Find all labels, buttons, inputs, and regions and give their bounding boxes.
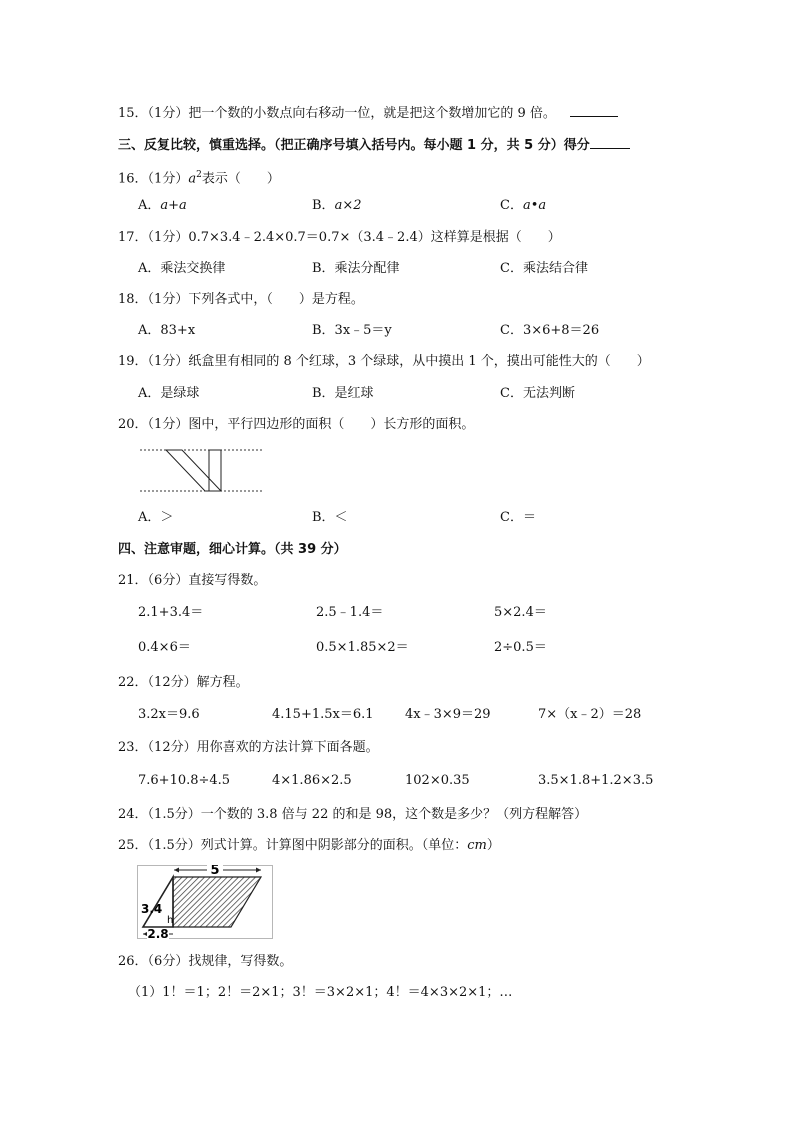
q17-number: 17． — [118, 230, 148, 245]
q25-unit: cm — [467, 838, 487, 853]
q21-item-3: 5×2.4＝ — [494, 605, 547, 620]
question-22 — [118, 674, 249, 692]
q17-option-c[interactable]: C．乘法结合律 — [500, 261, 588, 276]
q20-figure — [138, 446, 268, 496]
question-19 — [118, 353, 650, 371]
q16-option-c[interactable] — [500, 197, 546, 215]
q21-score: （6分） — [147, 573, 189, 588]
q25-text: 列式计算。计算图中阴影部分的面积。（单位： — [200, 838, 468, 853]
q18-option-b[interactable]: B．3x﹣5＝y — [312, 323, 392, 338]
question-16 — [118, 166, 280, 188]
q16-superscript: 2 — [196, 170, 202, 180]
question-18 — [118, 291, 364, 309]
q22-number: 22． — [118, 675, 148, 690]
q24-number: 24． — [118, 807, 148, 822]
q24-score: （1.5分） — [147, 807, 201, 822]
section-3-score-blank[interactable] — [590, 136, 630, 149]
q16-option-b[interactable] — [312, 197, 361, 215]
q25-number: 25． — [118, 838, 148, 853]
q26-number: 26． — [118, 954, 148, 969]
q21-item-2: 2.5﹣1.4＝ — [316, 605, 384, 620]
q20-number: 20． — [118, 417, 148, 432]
q23-item-2: 4×1.86×2.5 — [272, 773, 352, 788]
q23-score: （12分） — [147, 740, 197, 755]
q22-item-4: 7×（x﹣2）＝28 — [538, 707, 642, 722]
q26-text: 找规律，写得数。 — [188, 954, 293, 969]
q25-close-paren: ） — [486, 838, 500, 853]
q25-figure — [137, 865, 273, 940]
q20-option-c[interactable]: C．＝ — [500, 510, 536, 525]
q24-text: 一个数的 3.8 倍与 22 的和是 98，这个数是多少？（列方程解答） — [200, 807, 588, 822]
q26-line-1: （1）1！＝1；2！＝2×1；3！＝3×2×1；4！＝4×3×2×1；… — [128, 985, 513, 1000]
q15-score: （1分） — [147, 106, 189, 121]
q15-number: 15． — [118, 106, 148, 121]
q23-item-1: 7.6+10.8÷4.5 — [138, 773, 231, 788]
q16-number: 16． — [118, 171, 148, 187]
q17-score: （1分） — [147, 230, 189, 245]
q25-top-label: 5 — [210, 865, 220, 878]
q17-option-a[interactable]: A．乘法交换律 — [138, 261, 226, 276]
q17-text: 0.7×3.4﹣2.4×0.7＝0.7×（3.4﹣2.4）这样算是根据（ ） — [188, 230, 561, 245]
question-24 — [118, 806, 587, 824]
question-20 — [118, 416, 474, 434]
q15-text: 把一个数的小数点向右移动一位，就是把这个数增加它的 9 倍。 — [188, 106, 556, 121]
q21-text: 直接写得数。 — [188, 573, 267, 588]
q25-shaded-area — [173, 877, 261, 927]
q16-score: （1分） — [147, 171, 189, 187]
question-23 — [118, 739, 379, 757]
question-15 — [118, 104, 618, 123]
q22-item-3: 4x﹣3×9＝29 — [405, 707, 491, 722]
option-text: a×2 — [334, 198, 362, 213]
q21-item-4: 0.4×6＝ — [138, 640, 191, 655]
q19-text: 纸盒里有相同的 8 个红球，3 个绿球，从中摸出 1 个，摸出可能性大的（ ） — [188, 354, 650, 369]
q23-item-4: 3.5×1.8+1.2×3.5 — [538, 773, 654, 788]
q22-score: （12分） — [147, 675, 197, 690]
q26-score: （6分） — [147, 954, 189, 969]
q22-text: 解方程。 — [196, 675, 249, 690]
option-text: a•a — [522, 198, 547, 213]
q25-h-label: h — [167, 915, 174, 926]
q25-top-arrow-right — [256, 868, 261, 873]
q20-text: 图中，平行四边形的面积（ ）长方形的面积。 — [188, 417, 475, 432]
option-text: a+a — [160, 198, 187, 213]
option-letter: B． — [312, 198, 335, 213]
q21-item-1: 2.1+3.4＝ — [138, 605, 204, 620]
q20-score: （1分） — [147, 417, 189, 432]
q19-score: （1分） — [147, 354, 189, 369]
question-26 — [118, 953, 292, 971]
option-letter: A． — [138, 198, 161, 213]
q25-score: （1.5分） — [147, 838, 201, 853]
q15-answer-blank[interactable] — [570, 104, 618, 117]
q22-item-2: 4.15+1.5x＝6.1 — [272, 707, 374, 722]
q19-number: 19． — [118, 354, 148, 369]
section-3-title — [118, 136, 630, 155]
q21-item-5: 0.5×1.85×2＝ — [316, 640, 409, 655]
q25-height-label: 3.4 — [141, 902, 163, 916]
q19-option-c[interactable]: C．无法判断 — [500, 386, 575, 401]
q21-number: 21． — [118, 573, 148, 588]
question-21 — [118, 572, 266, 590]
q20-option-b[interactable]: B．＜ — [312, 510, 348, 525]
q19-option-a[interactable]: A．是绿球 — [138, 386, 200, 401]
q19-option-b[interactable]: B．是红球 — [312, 386, 374, 401]
q25-base-label: 2.8 — [147, 927, 169, 940]
q20-option-a[interactable]: A．＞ — [138, 510, 174, 525]
q16-text: 表示（ ） — [201, 171, 280, 187]
q18-option-c[interactable]: C．3×6+8＝26 — [500, 323, 600, 338]
question-25 — [118, 837, 500, 855]
question-17 — [118, 229, 561, 247]
q21-item-6: 2÷0.5＝ — [494, 640, 547, 655]
q18-option-a[interactable]: A．83+x — [138, 323, 196, 338]
option-letter: C． — [500, 198, 523, 213]
q16-option-a[interactable] — [138, 197, 187, 215]
q23-item-3: 102×0.35 — [405, 773, 470, 788]
q16-variable: a — [188, 171, 197, 187]
q23-text: 用你喜欢的方法计算下面各题。 — [196, 740, 379, 755]
q23-number: 23． — [118, 740, 148, 755]
q20-parallelogram — [166, 450, 221, 491]
section-4-title: 四、注意审题，细心计算。（共 39 分） — [118, 542, 347, 557]
q18-number: 18． — [118, 292, 148, 307]
q22-item-1: 3.2x＝9.6 — [138, 707, 200, 722]
q17-option-b[interactable]: B．乘法分配律 — [312, 261, 400, 276]
q18-text: 下列各式中，（ ）是方程。 — [188, 292, 364, 307]
q18-score: （1分） — [147, 292, 189, 307]
q25-top-arrow-left — [174, 868, 179, 873]
section-3-title-text: 三、反复比较，慎重选择。（把正确序号填入括号内。每小题 1 分，共 5 分）得分 — [118, 138, 590, 153]
